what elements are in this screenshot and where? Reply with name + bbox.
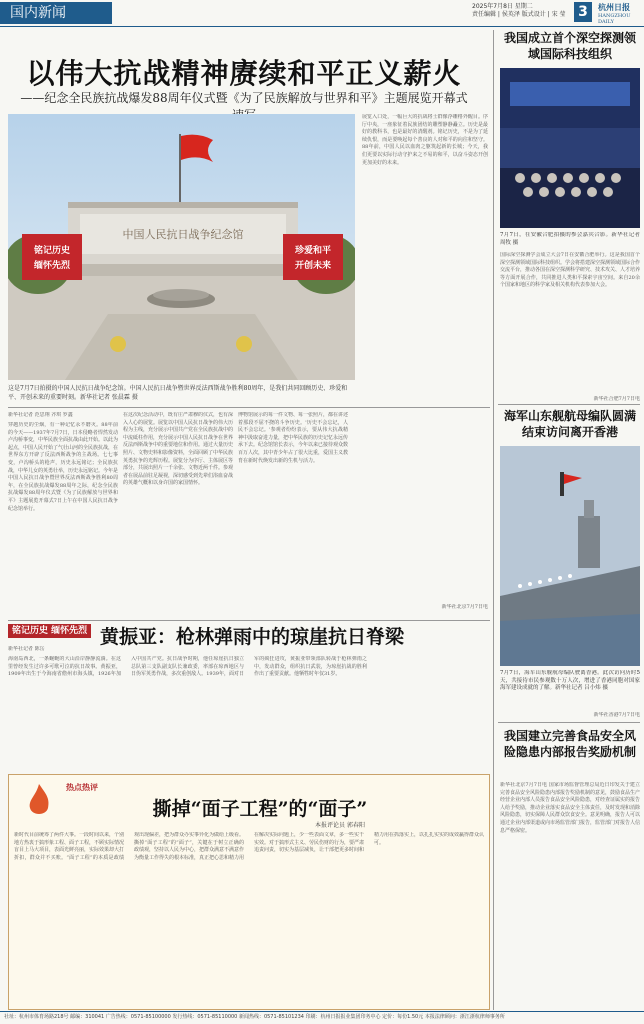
divider — [498, 722, 640, 723]
page-number: 3 — [574, 2, 592, 22]
story2-byline: 新华社记者 陈岳 — [8, 646, 45, 652]
commentary-tag-label: 热点热评 — [66, 782, 98, 792]
lead-subheadline: ——纪念全民族抗战爆发88周年仪式暨《为了民族解放与世界和平》主题展览开幕式 — [20, 91, 468, 105]
side2-caption: 7月7日，海军山东舰航母编队驶离香港。此次访问历时5天，共接待市民参观数十万人次，增进了香港同胞对国家海军建设成就的了解。新华社记者 吕小炜 摄 — [500, 670, 640, 692]
memorial-hall-illustration — [8, 114, 355, 380]
lead-photo-caption: 这是7月7日拍摄的中国人民抗日战争纪念馆。中国人民抗日战争暨世界反法西斯战争胜利80周年，是我们共同回顾历史、珍爱和平、开创未来的重要时刻。新华社记者 张晨霖 摄 — [8, 385, 348, 401]
banner-right-line2: 开创未来 — [294, 261, 332, 271]
footer-info: 社址：杭州市体育场路218号 邮编：310041 广告热线：0571-85100000 发行热线：0571-85110000 新闻热线：0571-85101234 印刷：杭州日报报业集团印务中心 定价：每份1.50元 本报法律顾问：浙江浙杭律师事务所 — [4, 1014, 505, 1020]
column-separator — [493, 30, 494, 1010]
editor-line: 责任编辑 | 侯英泽 版式设计 | 宋 莹 — [472, 11, 566, 18]
col4-body: 展览入口处，一幅巨大的抗战将士群像浮雕格外醒目。序厅中央，一座象征着民族团结的雕塑静静矗立。历史是最好的教科书，也是最好的清醒剂。铭记历史，不是为了延续仇恨，而是要唤起每个善良的人对和平的向往和坚守。88年前，中国人民以血肉之躯筑起新的长城；今天，我们更要以实际行动守护来之不易的和平，以奋斗姿态开创更加美好的未来。 — [362, 114, 488, 166]
commentary-byline: 本报评论员 郭春阳 — [315, 822, 365, 829]
section-title: 国内新闻 — [0, 2, 112, 24]
date-line: 2025年7月8日 星期二 — [472, 3, 533, 10]
side1-dateline: 新华社合肥7月7日电 — [593, 396, 640, 402]
masthead — [0, 0, 644, 26]
side2-headline: 海军山东舰航母编队圆满结束访问离开香港 — [503, 409, 636, 439]
side1-body: 国际深空探测学会成立大会7日在安徽合肥举行。这是我国首个深空探测领域国际科技组织。学会将搭建深空探测领域国际合作交流平台，推动各国在深空探测科学研究、技术攻关、人才培养等方面开展合作，共同推进人类和平探索宇宙空间。来自20余个国家和地区的科学家及相关机构代表参加大会。 — [500, 252, 640, 289]
paper-name: 杭州日报 — [598, 2, 630, 12]
banner-left-line1: 铭记历史 — [33, 246, 71, 256]
footer-rule — [0, 1011, 644, 1012]
lead-body: 穿越历史的尘烟，有一种记忆永不磨灭。88年前的今天——1937年7月7日，日本侵略者悍然发动卢沟桥事变，中华民族全面抗战由此开始。以此为起点，中国人民开始了气壮山河的全民族抗战，在世界东方开辟了反法西斯战争的主战场。七七事变，卢沟桥头的枪声，历史永远铭记；全民族抗战，中华儿女的英勇壮举，历史永远铭记。今年是中国人民抗日战争暨世界反法西斯战争胜利80周年，在全民族抗战爆发88周年之际，纪念全民族抗战爆发88周年仪式暨《为了民族解放与世界和平》主题展览开幕式7日上午在中国人民抗日战争纪念馆举行。 — [8, 422, 118, 512]
header-rule — [0, 26, 644, 27]
masthead-info — [472, 3, 566, 19]
side3-headline: 我国建立完善食品安全风险隐患内部报告奖励机制 — [503, 729, 636, 759]
commentary-headline: 撕掉“面子工程”的“面子” — [152, 798, 368, 820]
banner-left — [22, 234, 82, 280]
side1-photo — [500, 68, 640, 228]
flame-icon — [14, 780, 64, 820]
story2-headline: 黄振亚：枪林弹雨中的琼崖抗日脊梁 — [100, 626, 405, 648]
col4-dateline: 新华社北京7月7日电 — [441, 604, 488, 610]
side1-caption: 7月7日，在安徽合肥拍摄的参会嘉宾合影。新华社记者 周牧 摄 — [500, 232, 640, 246]
story2-body: 海南岛西北，一条蜿蜒的大山沿岸静静流淌。在这里曾经发生过许多可歌可泣的抗日故事。黄振亚，1909年出生于今海南省儋州市海头镇，1926年加入中国共产党。抗日战争时期，他任琼崖抗日独立总队第三支队副支队长兼政委，率部在琼西地区与日伪军英勇作战，多次重创敌人。1939年，面对日军的疯狂进攻，黄振亚带领部队转战于枪林弹雨之中，发动群众，组织抗日武装，为琼崖抗战的胜利作出了重要贡献。他牺牲时年仅31岁。 — [8, 656, 367, 678]
paper-name-en: HANGZHOU DAILY — [598, 13, 631, 25]
side3-body: 新华社北京7月7日电 国家市场监督管理总局近日印发关于建立完善食品安全风险隐患内部报告奖励机制的意见，鼓励食品生产经营企业内部人员报告食品安全风险隐患，对经查证属实的报告人给予奖励，推动企业落实食品安全主体责任，及时发现和消除风险隐患，切实保障人民群众饮食安全。意见明确，报告人可以通过企业内部渠道或向市场监管部门报告，监管部门对报告人信息严格保密。 — [500, 782, 640, 834]
banner-right — [283, 234, 343, 280]
side1-headline: 我国成立首个深空探测领域国际科技组织 — [503, 31, 636, 61]
lead-headline: 以伟大抗战精神赓续和平正义薪火 — [26, 57, 462, 90]
side2-dateline: 新华社香港7月7日电 — [593, 712, 640, 718]
divider — [8, 620, 490, 621]
col2-body: 在这次纪念活动中，既有庄严肃穆的仪式，也有深入人心的展览。展览以中国人民抗日战争的伟大历程为主线，充分展示中国共产党在全民族抗战中的中流砥柱作用，充分展示中国人民抗日战争在世界反法西斯战争中的重要地位和作用。通过大量历史照片、文物史料和影像资料，全面回顾了中华民族英勇抗争的光辉历程。展览分为序厅、主体展区等部分，共展出照片一千余张、文物近两千件。参观者在展品前驻足凝视，深切感受到先辈们浴血奋战的英雄气概和以身许国的家国情怀。 — [123, 412, 233, 487]
commentary-column-tag — [14, 780, 64, 820]
side2-photo — [500, 446, 640, 666]
banner-right-line1: 珍爱和平 — [294, 246, 332, 256]
story2-tag: 铭记历史 缅怀先烈 — [8, 624, 91, 638]
lead-photo — [8, 114, 355, 380]
banner-left-line2: 缅怀先烈 — [33, 261, 71, 271]
col3-body: 博物馆展示的每一件文物、每一张照片，都在讲述着那段不屈不挠的斗争历史。'历史不会忘记，人民不会忘记。'参观者纷纷表示，要从伟大抗战精神中汲取奋进力量，把中华民族的历史记忆永远传承下去。纪念馆馆长表示，今年以来已接待观众数百万人次，其中青少年占了很大比重，爱国主义教育在新时代焕发出新的生机与活力。 — [238, 412, 348, 464]
lead-byline: 新华社记者 范思翔 齐琪 罗鑫 — [8, 412, 73, 418]
building-inscription: 中国人民抗日战争纪念馆 — [122, 228, 244, 241]
commentary-body: 新时代目前统筹了两件大事。一段时间以来，个别地方热衷于搞形象工程、面子工程，不顾实际情况盲目上马大项目，表面光鲜亮丽，实际效果却大打折扣，群众并不买账。“面子工程”的本质是政绩观出现偏差，把为群众办实事异化为做给上级看。撕掉“面子工程”的“面子”，关键在于树立正确的政绩观，坚持以人民为中心，把群众满意不满意作为衡量工作得失的根本标准，真正把心思和精力用在解决实际问题上，少一些表面文章，多一些实干实效。对于搞形式主义、劳民伤财的行为，要严肃追责问责，切实为基层减负，让干部把更多时间和精力用在抓落实上，以扎扎实实的成效赢得群众认可。 — [14, 832, 484, 861]
divider — [498, 404, 640, 405]
